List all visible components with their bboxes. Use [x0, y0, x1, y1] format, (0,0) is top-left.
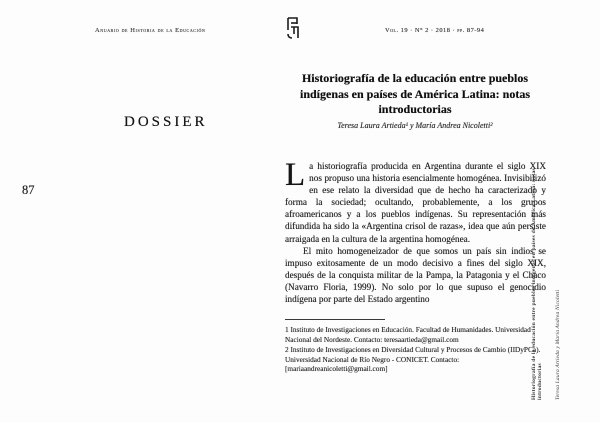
footnotes	[285, 325, 546, 375]
paragraph-1	[285, 157, 546, 245]
footnote-1: 1 Instituto de Investigaciones en Educación. Facultad de Humanidades. Universidad Nacional del Nordeste. Contacto: teresaartieda@gmail.com	[285, 325, 531, 344]
article-title: Historiografía de la educación entre pueblos indígenas en países de América Latina: notas introductorias	[299, 71, 530, 116]
footnote-separator	[285, 319, 385, 320]
article-authors: Teresa Laura Artieda¹ y María Andrea Nicoletti²	[337, 121, 493, 130]
footnote-2: 2 Instituto de Investigaciones en Diversidad Cultural y Procesos de Cambio (IIDyPCa). Universidad Nacional de Río Negro - CONICET. Contacto: [mariaandreanicoletti@gmail.com]	[285, 345, 541, 374]
section-label: DOSSIER	[124, 114, 208, 130]
drop-cap: L	[285, 157, 306, 193]
margin-running-title	[531, 140, 567, 400]
page-number: 87	[22, 183, 35, 197]
paragraph-2: El mito homogeneizador de que somos un país sin indios se impuso exitosamente de un modo decisivo a fines del siglo XIX, después de la conquista militar de la Pampa, la Patagonia y el Chaco (Navarro Floria, 1999). No solo por lo que supuso el genocidio indígena por parte del Estado argentino	[285, 245, 546, 305]
paragraph-1-text: a historiografía producida en Argentina durante el siglo XIX nos propuso una historia esencialmente homogénea. Invisibilizó en ese relato la diversidad que de hecho ha caracterizado y forma la sociedad; ocultando, probablemente, a los grupos afroamericanos y a los pueblos indígenas. Su representación más difundida ha sido la «Argentina crisol de razas», idea que aún persiste arraigada en la cultura de la argentina homogénea.	[285, 161, 546, 244]
journal-logo-icon	[286, 16, 301, 45]
article-body	[285, 157, 546, 305]
margin-note-title: Historiografía de la educación entre pueblos indígenas en países de América Latina: notas introductorias	[531, 168, 543, 400]
journal-name-header: Anuario de Historia de la Educación	[95, 27, 206, 34]
margin-note-authors: Teresa Laura Artieda y María Andrea Nicoletti	[555, 289, 561, 400]
issue-info-header: Vol. 19 · N° 2 · 2018 · pp. 87-94	[385, 27, 485, 34]
